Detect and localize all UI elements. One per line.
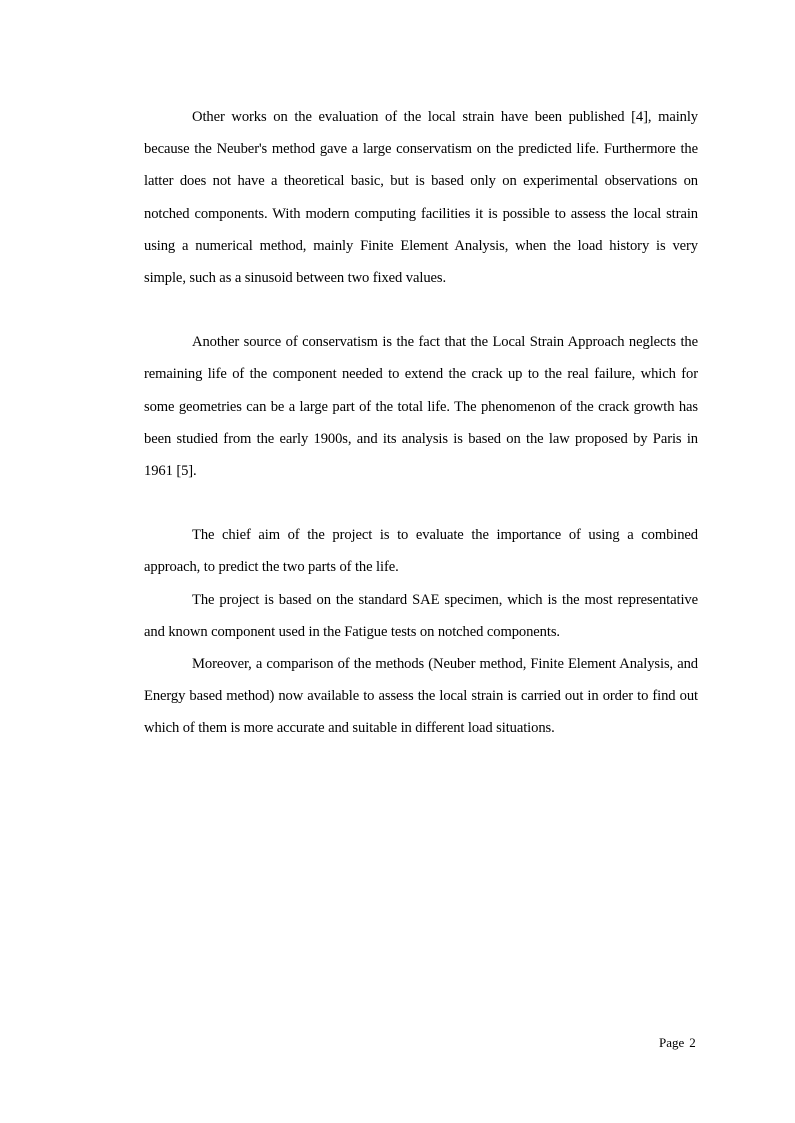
paragraph-spacer [144, 487, 698, 519]
document-body [144, 101, 698, 745]
paragraph-spacer [144, 294, 698, 326]
page-number: 2 [689, 1035, 696, 1050]
paragraph-conservatism-source: Another source of conservatism is the fact that the Local Strain Approach neglects the remaining life of the component needed to extend the crack up to the real failure, which for some geometries can be a large part of the total life. The phenomenon of the crack growth has been studied from the early 1900s, and its analysis is based on the law proposed by Paris in 1961 [5]. [144, 334, 698, 480]
paragraph-methods-comparison: Moreover, a comparison of the methods (Neuber method, Finite Element Analysis, and Energy based method) now available to assess the local strain is carried out in order to find out which of them is more accurate and suitable in different load situations. [144, 656, 698, 737]
page-label: Page [659, 1035, 685, 1050]
paragraph-project-aim: The chief aim of the project is to evaluate the importance of using a combined approach, to predict the two parts of the life. [144, 527, 698, 576]
paragraph-sae-specimen: The project is based on the standard SAE specimen, which is the most representative and known component used in the Fatigue tests on notched components. [144, 591, 698, 640]
page-footer [659, 1033, 696, 1053]
paragraph-local-strain-works: Other works on the evaluation of the local strain have been published [4], mainly because the Neuber's method gave a large conservatism on the predicted life. Furthermore the latter does not have a theoretical basic, but is based only on experimental observations on notched components. With modern computing facilities it is possible to assess the local strain using a numerical method, mainly Finite Element Analysis, when the load history is very simple, such as a sinusoid between two fixed values. [144, 109, 698, 287]
